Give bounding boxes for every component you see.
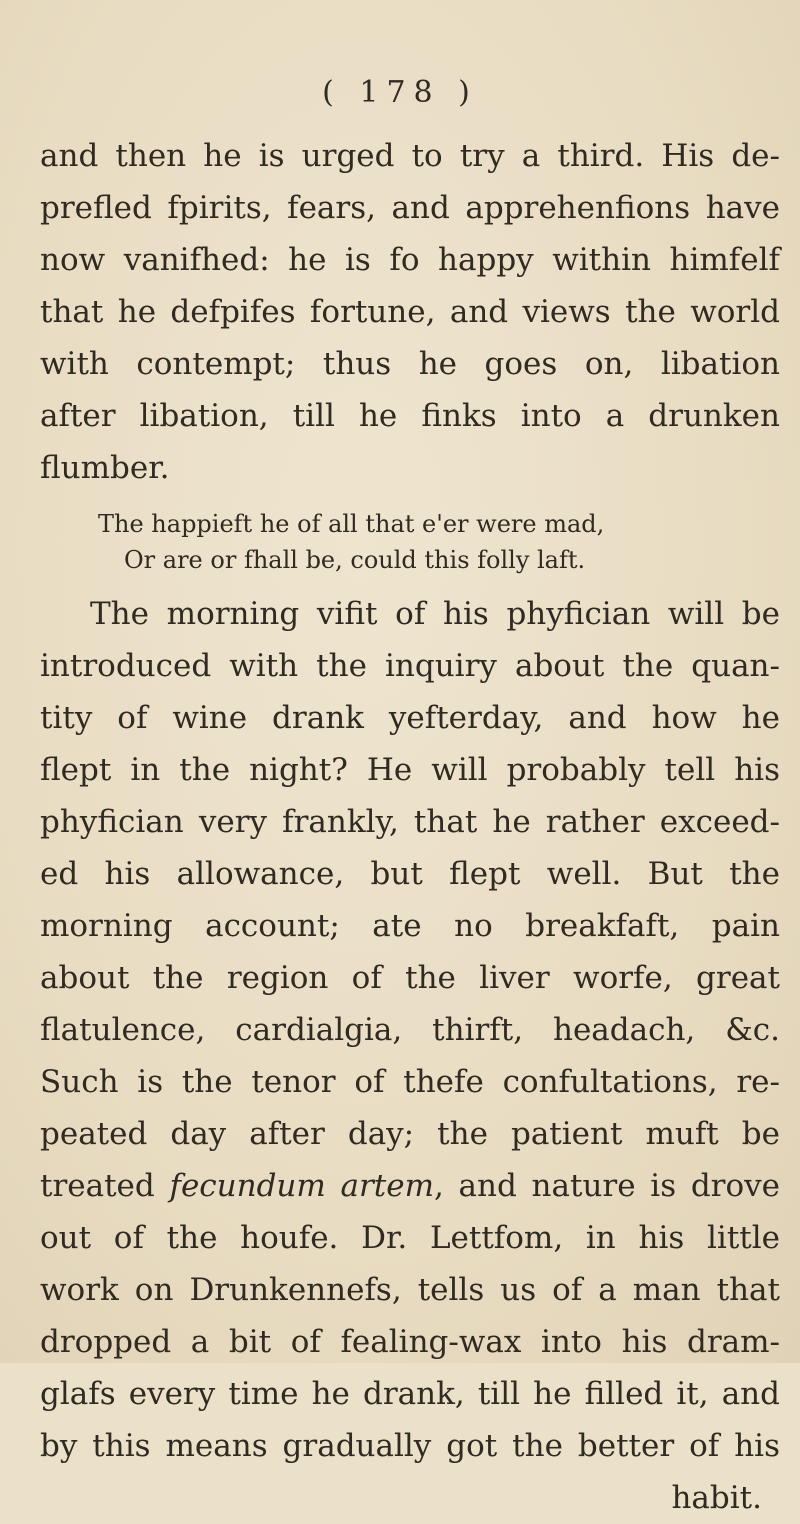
text-line: about the region of the liver worfe, great bbox=[40, 960, 780, 996]
text-line: after libation, till he finks into a drunken bbox=[40, 398, 780, 434]
text-line-with-italic bbox=[40, 1160, 780, 1212]
text-line: The morning vifit of his phyfician will be bbox=[90, 596, 780, 632]
paragraph-1 bbox=[40, 130, 780, 494]
text-line: now vanifhed: he is fo happy within himfelf bbox=[40, 242, 780, 278]
text-line: flept in the night? He will probably tell his bbox=[40, 752, 780, 788]
final-word: habit. bbox=[671, 1480, 762, 1516]
body-text bbox=[40, 130, 780, 1524]
italic-phrase: fecundum artem bbox=[169, 1168, 434, 1204]
text-line: out of the houfe. Dr. Lettfom, in his little bbox=[40, 1220, 780, 1256]
text-line: prefled fpirits, fears, and apprehenfions have bbox=[40, 190, 780, 226]
text-line: and then he is urged to try a third. His de- bbox=[40, 138, 780, 174]
text-line: with contempt; thus he goes on, libation bbox=[40, 346, 780, 382]
text-line: that he defpifes fortune, and views the world bbox=[40, 294, 780, 330]
text-line: flumber. bbox=[40, 450, 170, 486]
text-line: ed his allowance, but flept well. But the bbox=[40, 856, 780, 892]
text-line: work on Drunkennefs, tells us of a man that bbox=[40, 1272, 780, 1308]
text-line: tity of wine drank yefterday, and how he bbox=[40, 700, 780, 736]
text-line: by this means gradually got the better of his bbox=[40, 1428, 780, 1464]
paragraph-2 bbox=[40, 588, 780, 1524]
verse-quote bbox=[40, 506, 780, 578]
text-segment: treated bbox=[40, 1168, 170, 1204]
text-line: Such is the tenor of thefe confultations, re- bbox=[40, 1064, 780, 1100]
text-line: morning account; ate no breakfaft, pain bbox=[40, 908, 780, 944]
quote-line: The happieft he of all that e'er were mad, bbox=[98, 510, 605, 538]
page-number: ( 178 ) bbox=[322, 75, 478, 110]
text-line: glafs every time he drank, till he filled it, and bbox=[40, 1376, 780, 1412]
text-line: dropped a bit of fealing-wax into his dram- bbox=[40, 1324, 780, 1360]
text-line: phyfician very frankly, that he rather exceed- bbox=[40, 804, 780, 840]
quote-line: Or are or fhall be, could this folly laft. bbox=[124, 546, 586, 574]
text-segment: , and nature is drove bbox=[434, 1168, 781, 1204]
text-line: peated day after day; the patient muft be bbox=[40, 1116, 780, 1152]
text-line: flatulence, cardialgia, thirft, headach, &c. bbox=[40, 1012, 780, 1048]
text-line: introduced with the inquiry about the quan- bbox=[40, 648, 780, 684]
